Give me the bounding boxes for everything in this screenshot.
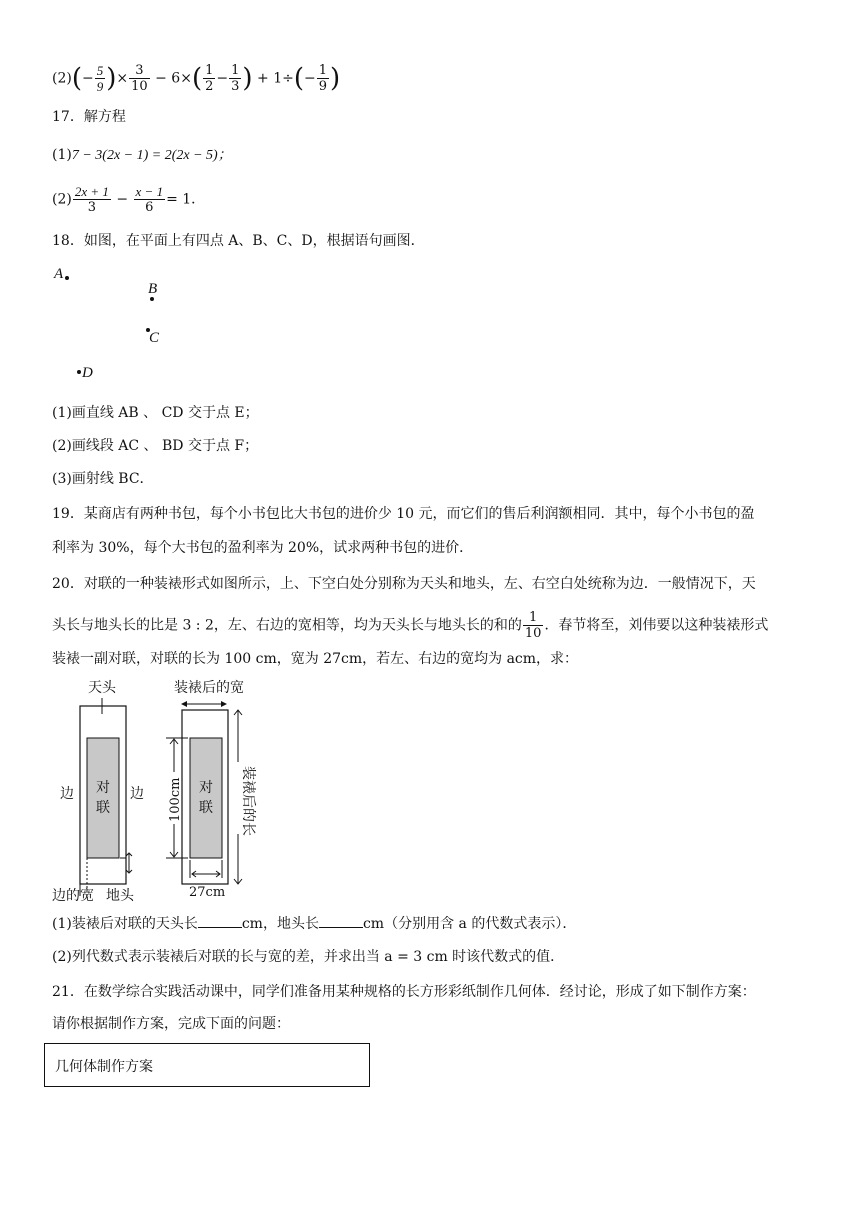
fraction: $\frac{x - 1}{6}$ bbox=[135, 184, 164, 215]
fraction: $\frac{2x + 1}{3}$ bbox=[74, 184, 109, 215]
q20-line-2: 头长与地头长的比是 3 : 2，左、右边的宽相等，均为天头长与地头长的和的 $\frac{1}{10}$ ．春节将至，刘伟要以这种装裱形式 bbox=[52, 610, 769, 641]
fraction: $\frac{1}{2}$ bbox=[205, 63, 214, 94]
point-b-dot bbox=[150, 297, 154, 301]
bian-right-label: 边 bbox=[130, 786, 144, 802]
right-couplet-body bbox=[190, 738, 222, 858]
q21-line-2: 请你根据制作方案，完成下面的问题： bbox=[52, 1016, 290, 1032]
point-d-dot bbox=[77, 370, 81, 374]
q18-title: 18．如图，在平面上有四点 A、B、C、D，根据语句画图． bbox=[52, 233, 425, 249]
point-a-label: A bbox=[54, 266, 64, 282]
left-couplet-char-2: 联 bbox=[96, 800, 110, 816]
q20-line-1: 20．对联的一种装裱形式如图所示，上、下空白处分别称为天头和地头，左、右空白处统称为边．一般情况下，天 bbox=[52, 576, 756, 592]
scroll-mounting-figure bbox=[50, 674, 320, 904]
fraction: $\frac{3}{10}$ bbox=[131, 63, 148, 94]
zhuangbiao-kuan-label: 装裱后的宽 bbox=[174, 680, 244, 696]
point-a-dot bbox=[65, 276, 69, 280]
answer-blank-2[interactable] bbox=[319, 913, 363, 928]
q18-item-2: (2)画线段 AC 、 BD 交于点 F； bbox=[52, 438, 259, 454]
point-b-label: B bbox=[148, 281, 158, 297]
q19-line-2: 利率为 30%，每个大书包的盈利率为 20%，试求两种书包的进价． bbox=[52, 540, 474, 556]
fraction: $\frac{1}{10}$ bbox=[524, 610, 542, 641]
q18-item-3: (3)画射线 BC． bbox=[52, 471, 154, 487]
q17-part2: (2) $\frac{2x + 1}{3}$ − $\frac{x - 1}{6}$ = 1． bbox=[52, 184, 206, 215]
zhuangbiao-chang-label: 装裱后的长 bbox=[240, 766, 256, 836]
plan-box bbox=[44, 1043, 370, 1087]
q21-line-1: 21．在数学综合实践活动课中，同学们准备用某种规格的长方形彩纸制作几何体．经讨论，形成了如下制作方案： bbox=[52, 984, 756, 1000]
q18-item-1: (1)画直线 AB 、 CD 交于点 E； bbox=[52, 405, 259, 421]
q20-sub-2: (2)列代数式表示装裱后对联的长与宽的差，并求出当 a = 3 cm 时该代数式的值． bbox=[52, 949, 565, 965]
right-couplet-char-2: 联 bbox=[199, 800, 213, 816]
plan-box-title: 几何体制作方案 bbox=[55, 1059, 153, 1075]
point-c-label: C bbox=[149, 330, 160, 346]
fraction: $\frac{1}{3}$ bbox=[231, 63, 240, 94]
bian-left-label: 边 bbox=[60, 786, 74, 802]
tiantou-label: 天头 bbox=[88, 680, 116, 696]
width-27cm-label: 27cm bbox=[189, 885, 226, 900]
answer-blank-1[interactable] bbox=[198, 913, 242, 928]
right-couplet-char-1: 对 bbox=[199, 780, 213, 796]
q20-line-3: 装裱一副对联，对联的长为 100 cm，宽为 27cm，若左、右边的宽均为 acm，求： bbox=[52, 651, 579, 667]
q20-sub-1: (1)装裱后对联的天头长 cm，地头长 cm（分别用含 a 的代数式表示）． bbox=[52, 913, 576, 934]
fraction: $\frac{1}{9}$ bbox=[318, 63, 328, 94]
left-couplet-char-1: 对 bbox=[96, 780, 110, 796]
length-100cm-label: 100cm bbox=[168, 777, 183, 822]
ditou-label: 地头 bbox=[106, 888, 134, 904]
bian-de-kuan-label: 边的宽 bbox=[52, 888, 94, 904]
q17-title: 17．解方程 bbox=[52, 109, 126, 125]
point-d-label: D bbox=[82, 365, 93, 381]
q16-2-expression: (2)(− $\frac{5}{9}$ )× $\frac{3}{10}$ − 6×( $\frac{1}{2}$ − $\frac{1}{3}$ ) + 1÷(− $\frac{1}{9}$ ) bbox=[52, 63, 341, 94]
q17-part1: (1)7 − 3(2x − 1) = 2(2x − 5)； bbox=[52, 147, 232, 163]
q19-line-1: 19．某商店有两种书包，每个小书包比大书包的进价少 10 元，而它们的售后利润额相同．其中，每个小书包的盈 bbox=[52, 506, 755, 522]
fraction: $\frac{5}{9}$ bbox=[96, 63, 104, 94]
left-couplet-body bbox=[87, 738, 119, 858]
